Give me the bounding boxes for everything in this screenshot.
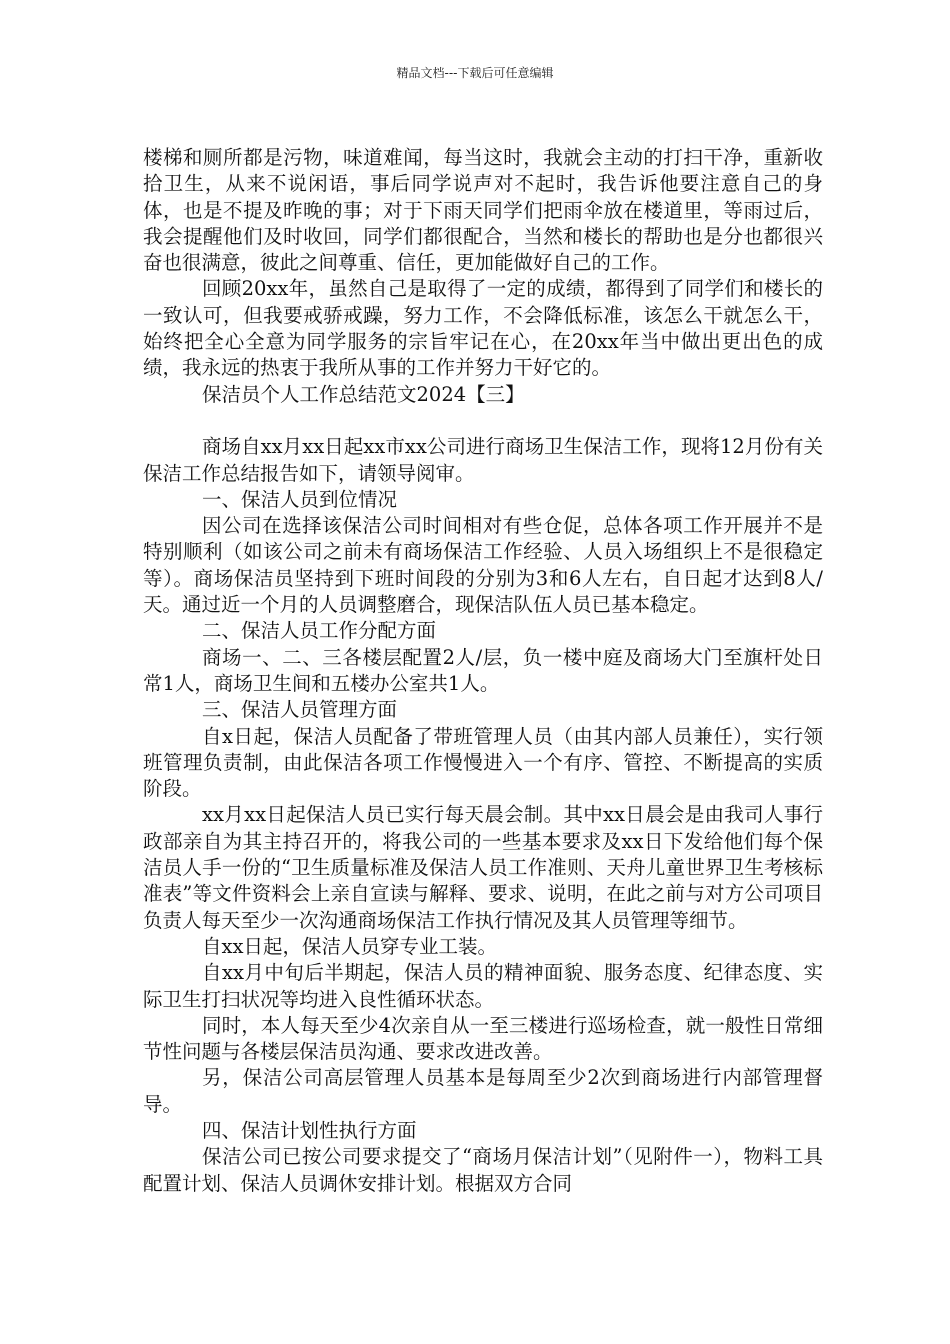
paragraph: 自x日起，保洁人员配备了带班管理人员（由其内部人员兼任），实行领班管理负责制，由此保洁各项工作慢慢进入一个有序、管控、不断提高的实质阶段。 <box>143 724 823 801</box>
subheading: 四、保洁计划性执行方面 <box>202 1118 417 1142</box>
document-body <box>143 145 823 1197</box>
subheading: 一、保洁人员到位情况 <box>202 487 398 511</box>
paragraph: 回顾20xx年，虽然自己是取得了一定的成绩，都得到了同学们和楼长的一致认可，但我要戒骄戒躁，努力工作，不会降低标准，该怎么干就怎么干，始终把全心全意为同学服务的宗旨牢记在心，在20xx年当中做出更出色的成绩，我永远的热衷于我所从事的工作并努力干好它的。 <box>143 277 823 380</box>
paragraph: 楼梯和厕所都是污物，味道难闻，每当这时，我就会主动的打扫干净，重新收拾卫生，从来不说闲语，事后同学说声对不起时，我告诉他要注意自己的身体，也是不提及昨晚的事；对于下雨天同学们把雨伞放在楼道里，等雨过后，我会提醒他们及时收回，同学们都很配合，当然和楼长的帮助也是分也都很兴奋也很满意，彼此之间尊重、信任，更加能做好自己的工作。 <box>143 146 823 275</box>
paragraph: 商场自xx月xx日起xx市xx公司进行商场卫生保洁工作，现将12月份有关保洁工作总结报告如下，请领导阅审。 <box>143 435 823 485</box>
subheading: 二、保洁人员工作分配方面 <box>202 619 437 643</box>
paragraph: 另，保洁公司高层管理人员基本是每周至少2次到商场进行内部管理督导。 <box>143 1066 823 1116</box>
paragraph: 保洁公司已按公司要求提交了“商场月保洁计划”（见附件一），物料工具配置计划、保洁人员调休安排计划。根据双方合同 <box>143 1145 823 1195</box>
blank-line <box>143 408 823 434</box>
paragraph: 同时，本人每天至少4次亲自从一至三楼进行巡场检查，就一般性日常细节性问题与各楼层保洁员沟通、要求改进改善。 <box>143 1013 823 1064</box>
paragraph: 商场一、二、三各楼层配置2人/层，负一楼中庭及商场大门至旗杆处日常1人，商场卫生间和五楼办公室共1人。 <box>143 645 823 695</box>
paragraph: 自xx月中旬后半期起，保洁人员的精神面貌、服务态度、纪律态度、实际卫生打扫状况等均进入良性循环状态。 <box>143 961 823 1011</box>
section-title: 保洁员个人工作总结范文2024【三】 <box>202 382 525 406</box>
page-header: 精品文档---下载后可任意编辑 <box>396 66 554 80</box>
subheading: 三、保洁人员管理方面 <box>202 698 398 722</box>
paragraph: 自xx日起，保洁人员穿专业工装。 <box>202 934 497 958</box>
paragraph: xx月xx日起保洁人员已实行每天晨会制。其中xx日晨会是由我司人事行政部亲自为其主持召开的，将我公司的一些基本要求及xx日下发给他们每个保洁员人手一份的“卫生质量标准及保洁人员工作准则、天舟儿童世界卫生考核标准表”等文件资料会上亲自宣读与解释、要求、说明，在此之前与对方公司项目负责人每天至少一次沟通商场保洁工作执行情况及其人员管理等细节。 <box>143 803 823 932</box>
paragraph: 因公司在选择该保洁公司时间相对有些仓促，总体各项工作开展并不是特别顺利（如该公司之前未有商场保洁工作经验、人员入场组织上不是很稳定等）。商场保洁员坚持到下班时间段的分别为3和6人左右，自日起才达到8人/天。通过近一个月的人员调整磨合，现保洁队伍人员已基本稳定。 <box>143 514 823 617</box>
